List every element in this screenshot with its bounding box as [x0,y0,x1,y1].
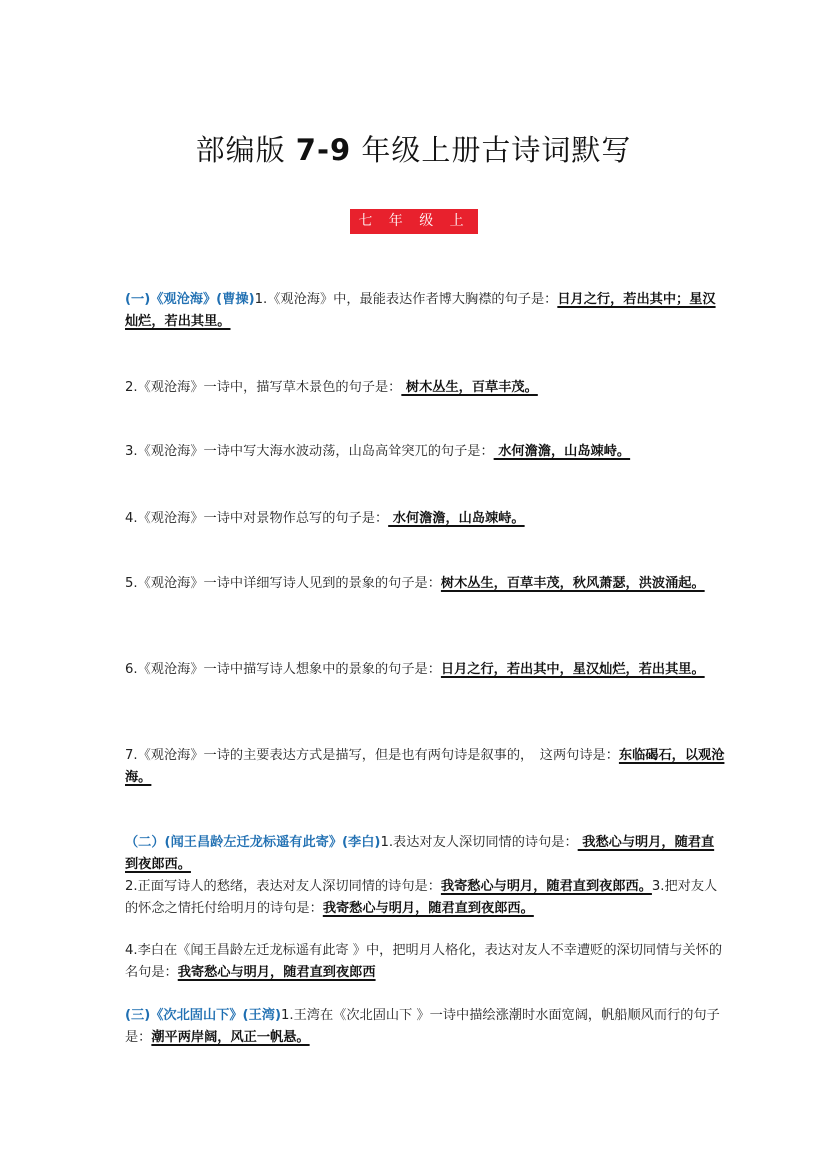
question-text: 1.王湾在《次北固山下 》一诗中描绘涨潮时水面宽阔，帆船顺风而行的句子是： [125,1008,720,1045]
answer-text: 潮平两岸阔，风正一帆悬。 [151,1030,310,1045]
grade-badge: 七 年 级 上 册 [350,209,478,234]
question-text: 7.《观沧海》一诗的主要表达方式是描写，但是也有两句诗是叙事的， 这两句诗是： [125,748,619,763]
title-grade-range: 7-9 [295,133,352,167]
question-block [125,940,725,984]
answer-text: 树木丛生，百草丰茂，秋风萧瑟，洪波涌起。 [440,576,705,591]
answer-text: 日月之行，若出其中，星汉灿烂，若出其里。 [440,662,705,677]
question-text: 2.《观沧海》一诗中，描写草木景色的句子是： [125,380,402,395]
answer-text: 我寄愁心与明月，随君直到夜郎西 [177,965,376,980]
answer-text: 我寄愁心与明月，随君直到夜郎西。 [440,879,652,894]
question-block [125,441,725,463]
title-suffix: 年级上册古诗词默写 [351,133,632,167]
answer-text: 日月之行，若出其中；星汉灿烂，若出其里。 [125,292,716,329]
question-text: 5.《观沧海》一诗中详细写诗人见到的景象的句子是： [125,576,441,591]
question-block [125,1005,725,1049]
question-block [125,659,725,681]
question-text: 3.把对友人的怀念之情托付给明月的诗句是： [125,879,718,916]
question-block [125,832,725,876]
answer-text: 我寄愁心与明月，随君直到夜郎西。 [322,901,534,916]
answer-text: 树木丛生，百草丰茂。 [401,380,538,395]
question-text: 1.表达对友人深切同情的诗句是： [380,835,578,850]
title-prefix: 部编版 [195,133,296,167]
question-block [125,745,725,789]
answer-text: 东临碣石，以观沧海。 [125,748,725,785]
question-text: 4.李白在《闻王昌龄左迁龙标遥有此寄 》中，把明月人格化，表达对友人不幸遭贬的深切同情与关怀的名句是： [125,943,723,980]
question-text: 6.《观沧海》一诗中描写诗人想象中的景象的句子是： [125,662,441,677]
question-block [125,573,725,595]
answer-text: 水何澹澹，山岛竦峙。 [388,511,525,526]
question-block [125,876,725,920]
question-text: 2.正面写诗人的愁绪，表达对友人深切同情的诗句是： [125,879,441,894]
section-heading: (三)《次北固山下》(王湾) [125,1008,281,1023]
question-block [125,289,725,333]
section-heading: (一)《观沧海》(曹操) [125,292,255,307]
question-block [125,377,725,399]
question-block [125,508,725,530]
answer-text: 水何澹澹，山岛竦峙。 [493,444,631,459]
question-text: 4.《观沧海》一诗中对景物作总写的句子是： [125,511,389,526]
page-title [0,128,827,169]
question-text: 1.《观沧海》中，最能表达作者博大胸襟的句子是： [254,292,558,307]
question-text: 3.《观沧海》一诗中写大海水波动荡，山岛高耸突兀的句子是： [125,444,494,459]
section-heading: （二）(闻王昌龄左迁龙标遥有此寄》(李白) [125,835,381,850]
answer-text: 我愁心与明月，随君直到夜郎西。 [125,835,715,872]
